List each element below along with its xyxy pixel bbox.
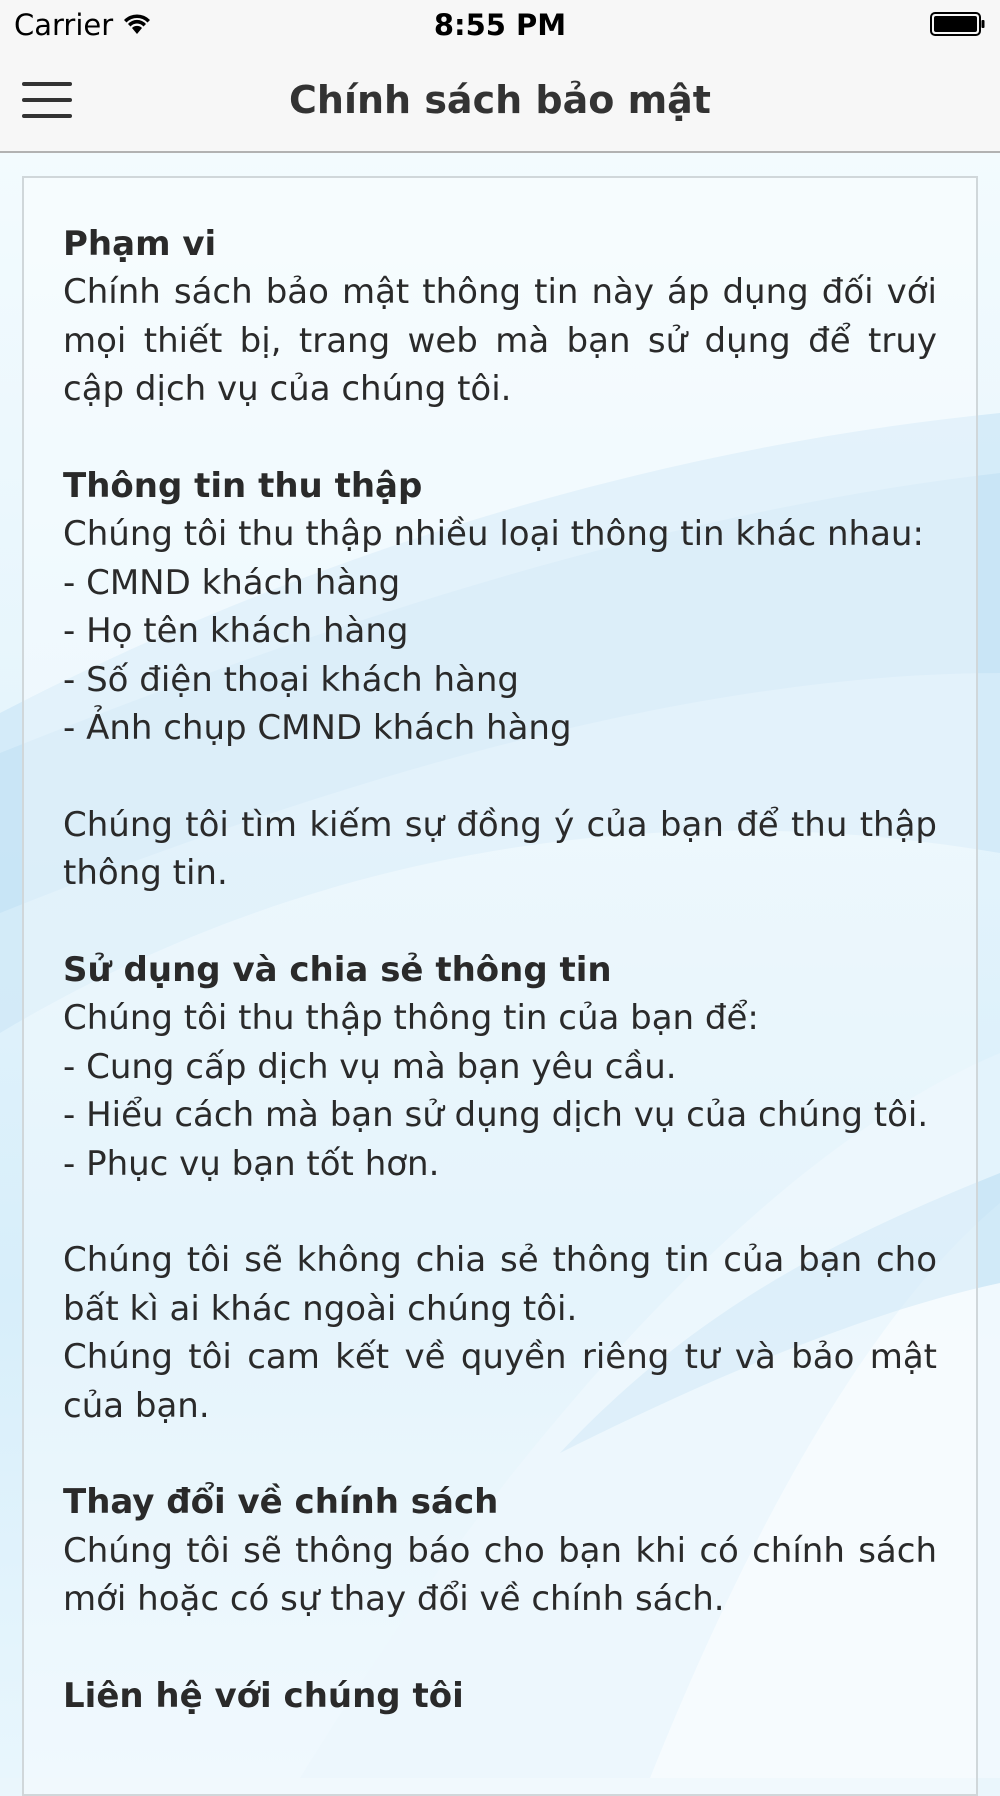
section-heading-changes: Thay đổi về chính sách: [63, 1482, 499, 1523]
section-no-share: Chúng tôi sẽ không chia sẻ thông tin của bạn cho bất kì ai khác ngoài chúng tôi.: [63, 1240, 937, 1329]
section-commit: Chúng tôi cam kết về quyền riêng tư và bảo mật của bạn.: [63, 1337, 937, 1426]
list-item: - Số điện thoại khách hàng: [63, 659, 519, 700]
policy-content: [63, 220, 937, 1721]
list-item: - CMND khách hàng: [63, 562, 401, 603]
carrier-label: Carrier: [14, 8, 114, 42]
battery-icon: [930, 12, 986, 36]
list-item: - Hiểu cách mà bạn sử dụng dịch vụ của chúng tôi.: [63, 1095, 929, 1136]
section-heading-collect: Thông tin thu thập: [63, 466, 423, 507]
status-bar: [0, 0, 1000, 50]
section-body-scope: Chính sách bảo mật thông tin này áp dụng đối với mọi thiết bị, trang web mà bạn sử dụng để truy cập dịch vụ của chúng tôi.: [63, 272, 937, 410]
section-heading-contact: Liên hệ với chúng tôi: [63, 1676, 464, 1717]
list-item: - Cung cấp dịch vụ mà bạn yêu cầu.: [63, 1046, 677, 1087]
navigation-bar: [0, 50, 1000, 153]
section-heading-scope: Phạm vi: [63, 224, 217, 264]
list-item: - Họ tên khách hàng: [63, 611, 409, 652]
section-heading-use: Sử dụng và chia sẻ thông tin: [63, 950, 612, 991]
section-consent-collect: Chúng tôi tìm kiếm sự đồng ý của bạn để thu thập thông tin.: [63, 804, 937, 894]
page-title: Chính sách bảo mật: [289, 78, 711, 122]
section-intro-collect: Chúng tôi thu thập nhiều loại thông tin khác nhau:: [63, 514, 924, 555]
list-item: - Phục vụ bạn tốt hơn.: [63, 1143, 440, 1184]
section-intro-use: Chúng tôi thu thập thông tin của bạn để:: [63, 998, 759, 1039]
list-item: - Ảnh chụp CMND khách hàng: [63, 708, 572, 749]
section-body-changes: Chúng tôi sẽ thông báo cho bạn khi có chính sách mới hoặc có sự thay đổi về chính sách.: [63, 1530, 937, 1620]
status-time: 8:55 PM: [433, 8, 567, 42]
